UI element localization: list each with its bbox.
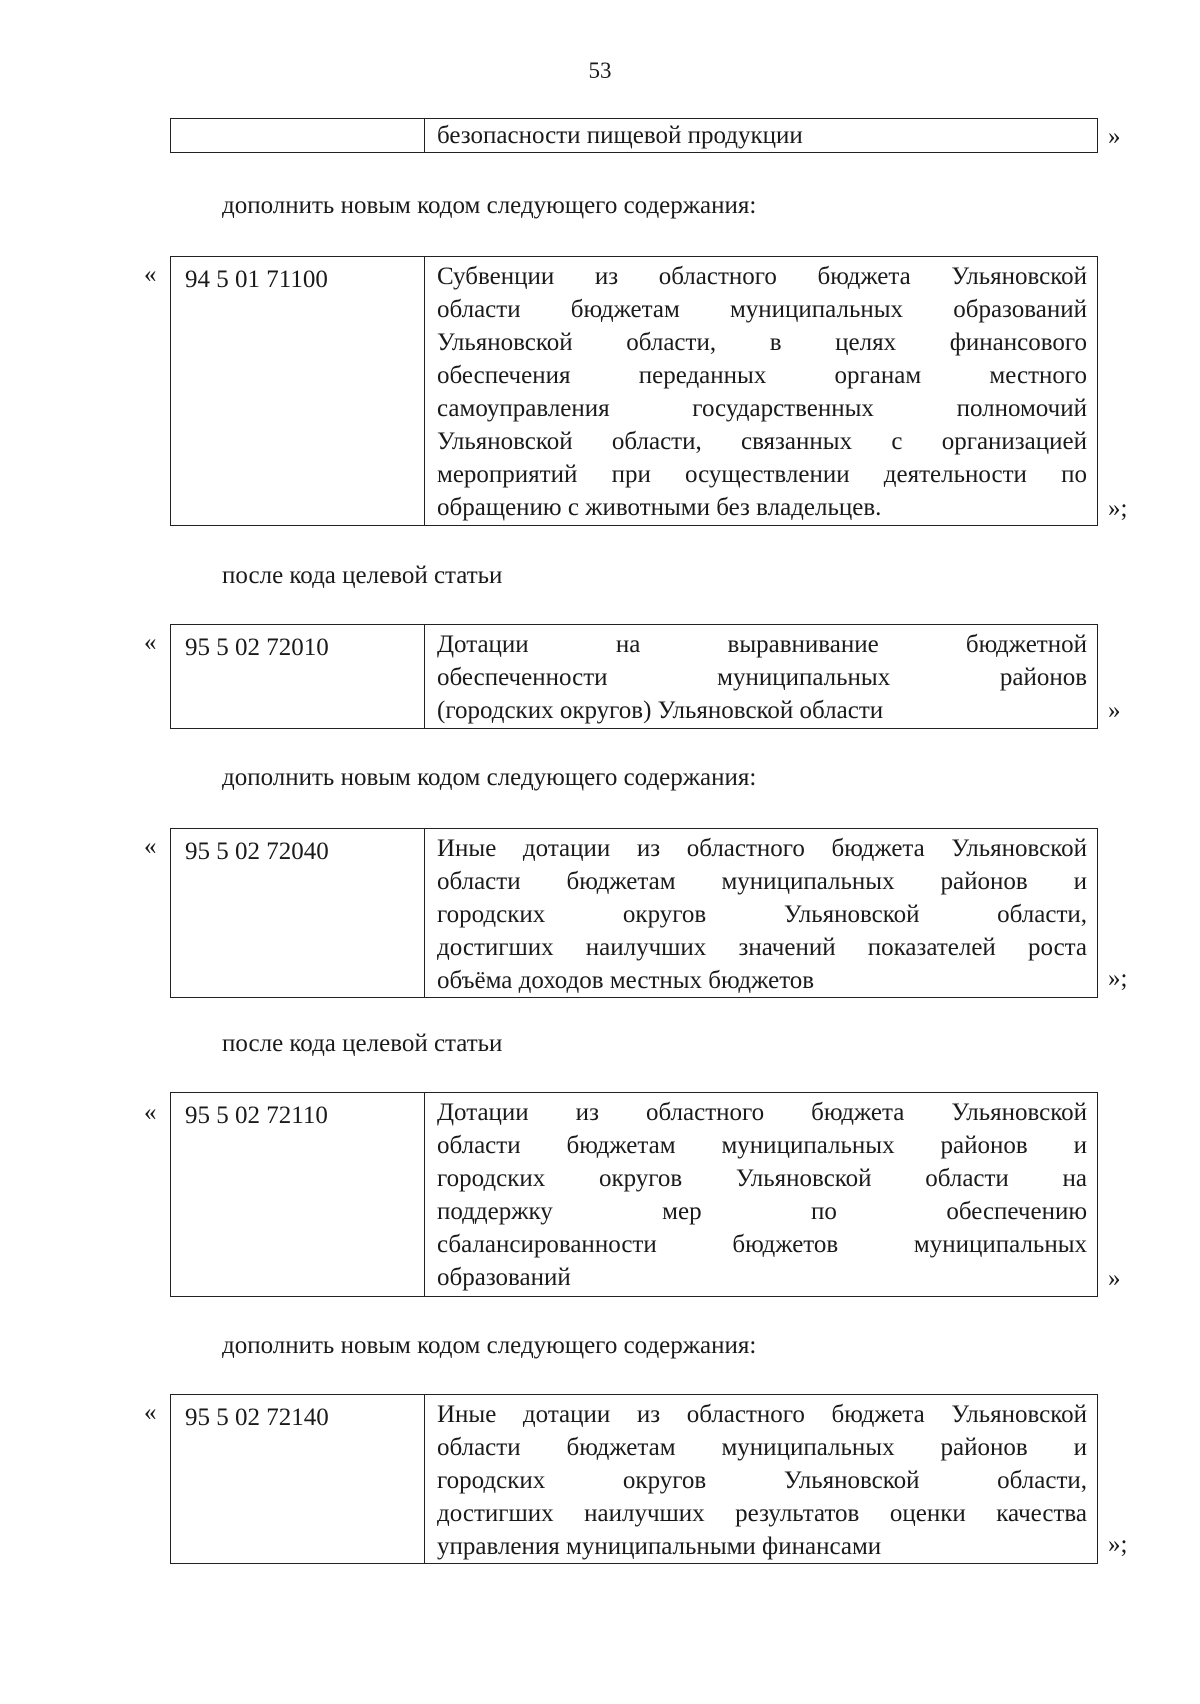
instruction-paragraph: после кода целевой статьи — [222, 1030, 503, 1057]
description-line: городских округов Ульяновской области на — [437, 1165, 1087, 1192]
description-line: образований — [437, 1264, 571, 1291]
description-line: Ульяновской области, связанных с организацией — [437, 428, 1087, 455]
code-table-95502720100 — [170, 624, 1098, 729]
closing-quote: »; — [1108, 965, 1128, 992]
closing-quote: » — [1108, 123, 1121, 150]
opening-quote: « — [144, 261, 157, 288]
code-table-95502721400 — [170, 1394, 1098, 1564]
closing-quote: » — [1108, 1265, 1121, 1292]
instruction-paragraph: после кода целевой статьи — [222, 562, 503, 589]
code-cell: 95 5 02 72040 — [171, 829, 425, 997]
description-cell — [425, 1093, 1097, 1296]
closing-quote: »; — [1108, 1531, 1128, 1558]
description-line: городских округов Ульяновской области, — [437, 1467, 1087, 1494]
opening-quote: « — [144, 629, 157, 656]
description-line: Дотации на выравнивание бюджетной — [437, 631, 1087, 658]
closing-quote: » — [1108, 697, 1121, 724]
description-line: Ульяновской области, в целях финансового — [437, 329, 1087, 356]
closing-quote: »; — [1108, 495, 1128, 522]
description-line: области бюджетам муниципальных районов и — [437, 1132, 1087, 1159]
description-cell — [425, 625, 1097, 728]
description-line: (городских округов) Ульяновской области — [437, 697, 884, 724]
description-line: мероприятий при осуществлении деятельности по — [437, 461, 1087, 488]
description-line: области бюджетам муниципальных образований — [437, 296, 1087, 323]
description-line: обращению с животными без владельцев. — [437, 494, 882, 521]
instruction-paragraph: дополнить новым кодом следующего содержания: — [222, 192, 757, 219]
description-line: обеспечения переданных органам местного — [437, 362, 1087, 389]
description-line: достигших наилучших результатов оценки качества — [437, 1500, 1087, 1527]
description-line: Субвенции из областного бюджета Ульяновской — [437, 263, 1087, 290]
description-line: Дотации из областного бюджета Ульяновской — [437, 1099, 1087, 1126]
description-line: самоуправления государственных полномочий — [437, 395, 1087, 422]
description-line: обеспеченности муниципальных районов — [437, 664, 1087, 691]
code-cell: 95 5 02 72140 — [171, 1395, 425, 1563]
code-table-fragment — [170, 118, 1098, 153]
description-line: области бюджетам муниципальных районов и — [437, 868, 1087, 895]
description-line: Иные дотации из областного бюджета Ульяновской — [437, 835, 1087, 862]
code-cell: 94 5 01 71100 — [171, 257, 425, 525]
description-line: объёма доходов местных бюджетов — [437, 967, 815, 994]
code-cell: 95 5 02 72110 — [171, 1093, 425, 1296]
code-table-95502720400 — [170, 828, 1098, 998]
description-line: области бюджетам муниципальных районов и — [437, 1434, 1087, 1461]
description-cell — [425, 829, 1097, 997]
description-line: достигших наилучших значений показателей роста — [437, 934, 1087, 961]
description-line: безопасности пищевой продукции — [437, 122, 803, 149]
code-cell: 95 5 02 72010 — [171, 625, 425, 728]
opening-quote: « — [144, 833, 157, 860]
description-line: городских округов Ульяновской области, — [437, 901, 1087, 928]
opening-quote: « — [144, 1099, 157, 1126]
description-cell — [425, 1395, 1097, 1563]
page-number: 53 — [588, 58, 612, 83]
opening-quote: « — [144, 1399, 157, 1426]
description-line: поддержку мер по обеспечению — [437, 1198, 1087, 1225]
instruction-paragraph: дополнить новым кодом следующего содержания: — [222, 1332, 757, 1359]
code-cell — [171, 119, 425, 152]
description-cell — [425, 257, 1097, 525]
instruction-paragraph: дополнить новым кодом следующего содержания: — [222, 764, 757, 791]
code-table-95502721100 — [170, 1092, 1098, 1297]
description-line: сбалансированности бюджетов муниципальных — [437, 1231, 1087, 1258]
code-table-94501711000 — [170, 256, 1098, 526]
description-line: управления муниципальными финансами — [437, 1533, 882, 1560]
description-cell — [425, 119, 1097, 152]
description-line: Иные дотации из областного бюджета Ульяновской — [437, 1401, 1087, 1428]
